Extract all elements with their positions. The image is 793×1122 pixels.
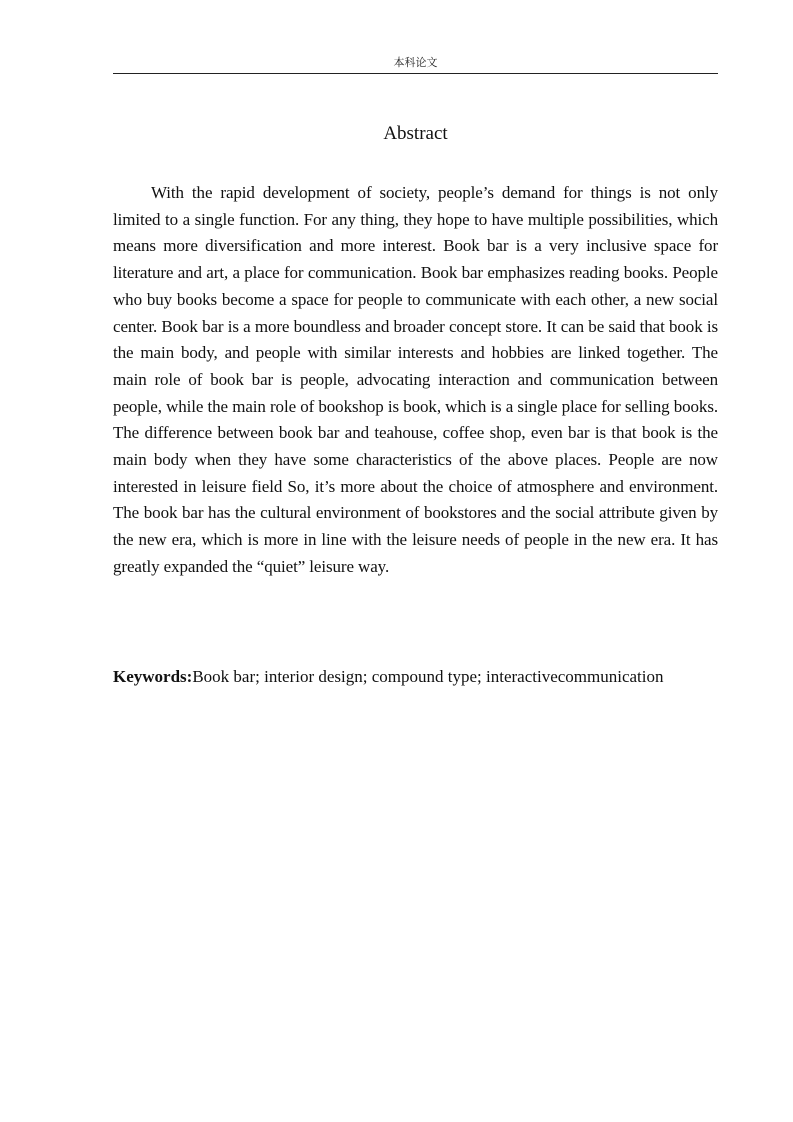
keywords-text: Book bar; interior design; compound type; interactivecommunication	[192, 667, 664, 686]
keywords-line	[113, 664, 733, 690]
keywords-label: Keywords:	[113, 667, 193, 686]
abstract-title: Abstract	[383, 123, 448, 144]
running-header: 本科论文	[393, 56, 438, 69]
abstract-body: With the rapid development of society, people’s demand for things is not only limited to a single function. For any thing, they hope to have multiple possibilities, which means more diversification and more interest. Book bar is a very inclusive space for literature and art, a place for communication. Book bar emphasizes reading books. People who buy books become a space for people to communicate with each other, a new social center. Book bar is a more boundless and broader concept store. It can be said that book is the main body, and people with similar interests and hobbies are linked together. The main role of book bar is people, advocating interaction and communication between people, while the main role of bookshop is book, which is a single place for selling books. The difference between book bar and teahouse, coffee shop, even bar is that book is the main body when they have some characteristics of the above places. People are now interested in leisure field So, it’s more about the choice of atmosphere and environment. The book bar has the cultural environment of bookstores and the social attribute given by the new era, which is more in line with the leisure needs of people in the new era. It has greatly expanded the “quiet” leisure way.	[113, 183, 718, 576]
header-rule	[113, 73, 718, 74]
